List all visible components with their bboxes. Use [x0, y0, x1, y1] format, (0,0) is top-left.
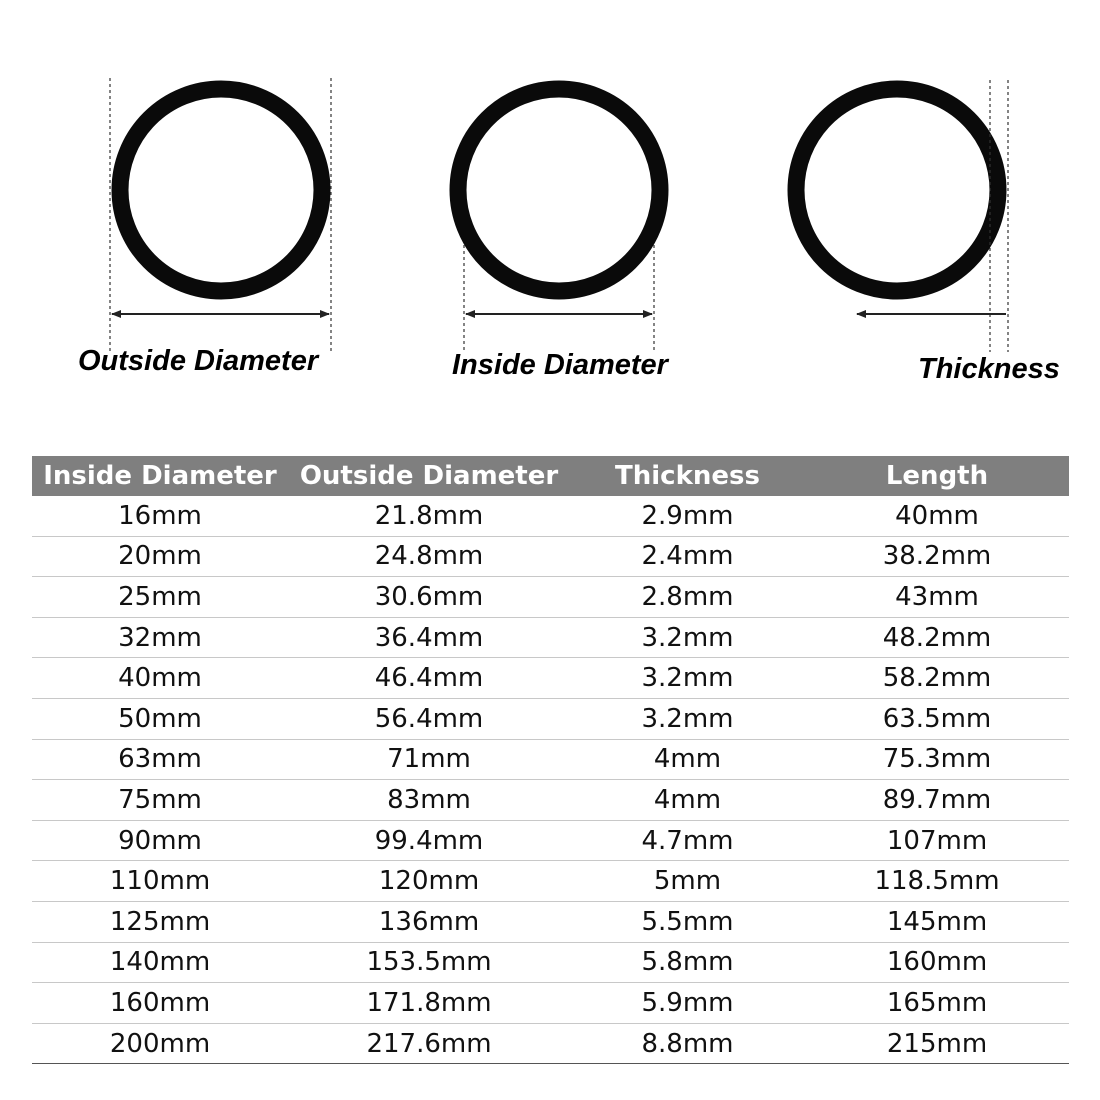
table-row: [32, 942, 1069, 983]
inside-diameter-cell: 25mm: [32, 577, 288, 618]
inside-diameter-cell: 40mm: [32, 658, 288, 699]
outside-diameter-cell: 24.8mm: [288, 536, 570, 577]
ring-thickness: [796, 89, 998, 291]
outside-diameter-cell: 153.5mm: [288, 942, 570, 983]
inside-diameter-cell: 16mm: [32, 496, 288, 536]
table-row: [32, 983, 1069, 1024]
caption-thickness: Thickness: [918, 353, 1060, 385]
thickness-cell: 2.8mm: [570, 577, 805, 618]
thickness-cell: 5.8mm: [570, 942, 805, 983]
table-row: [32, 536, 1069, 577]
table-row: [32, 820, 1069, 861]
thickness-cell: 4mm: [570, 739, 805, 780]
length-cell: 160mm: [805, 942, 1069, 983]
header-inside-diameter: Inside Diameter: [32, 456, 288, 496]
table-row: [32, 780, 1069, 821]
header-thickness: Thickness: [570, 456, 805, 496]
thickness-cell: 2.9mm: [570, 496, 805, 536]
header-outside-diameter: Outside Diameter: [288, 456, 570, 496]
header-length: Length: [805, 456, 1069, 496]
thickness-cell: 8.8mm: [570, 1023, 805, 1064]
inside-diameter-cell: 20mm: [32, 536, 288, 577]
outside-diameter-cell: 136mm: [288, 901, 570, 942]
ring-inside: [458, 89, 660, 291]
table-row: [32, 1023, 1069, 1064]
inside-diameter-cell: 63mm: [32, 739, 288, 780]
table-row: [32, 577, 1069, 618]
length-cell: 48.2mm: [805, 617, 1069, 658]
length-cell: 75.3mm: [805, 739, 1069, 780]
length-cell: 89.7mm: [805, 780, 1069, 821]
table-row: [32, 617, 1069, 658]
table-row: [32, 861, 1069, 902]
thickness-cell: 4.7mm: [570, 820, 805, 861]
thickness-cell: 5mm: [570, 861, 805, 902]
length-cell: 63.5mm: [805, 698, 1069, 739]
caption-outside-diameter: Outside Diameter: [78, 345, 319, 377]
inside-diameter-cell: 50mm: [32, 698, 288, 739]
thickness-cell: 3.2mm: [570, 658, 805, 699]
thickness-cell: 5.9mm: [570, 983, 805, 1024]
thickness-cell: 2.4mm: [570, 536, 805, 577]
ring-outside: [120, 89, 322, 291]
inside-diameter-cell: 32mm: [32, 617, 288, 658]
outside-diameter-cell: 171.8mm: [288, 983, 570, 1024]
outside-diameter-cell: 83mm: [288, 780, 570, 821]
length-cell: 215mm: [805, 1023, 1069, 1064]
inside-diameter-cell: 140mm: [32, 942, 288, 983]
table-row: [32, 901, 1069, 942]
length-cell: 43mm: [805, 577, 1069, 618]
table-row: [32, 739, 1069, 780]
outside-diameter-diagram: [110, 78, 331, 352]
outside-diameter-cell: 21.8mm: [288, 496, 570, 536]
outside-diameter-cell: 99.4mm: [288, 820, 570, 861]
caption-inside-diameter: Inside Diameter: [452, 349, 668, 381]
outside-diameter-cell: 56.4mm: [288, 698, 570, 739]
length-cell: 38.2mm: [805, 536, 1069, 577]
size-spec-table: [32, 456, 1069, 1064]
inside-diameter-cell: 125mm: [32, 901, 288, 942]
outside-diameter-cell: 71mm: [288, 739, 570, 780]
thickness-diagram: [796, 80, 1008, 352]
length-cell: 118.5mm: [805, 861, 1069, 902]
dimension-diagrams: [0, 0, 1100, 420]
thickness-cell: 5.5mm: [570, 901, 805, 942]
inside-diameter-cell: 160mm: [32, 983, 288, 1024]
table-row: [32, 698, 1069, 739]
length-cell: 40mm: [805, 496, 1069, 536]
inside-diameter-cell: 200mm: [32, 1023, 288, 1064]
table-row: [32, 658, 1069, 699]
outside-diameter-cell: 217.6mm: [288, 1023, 570, 1064]
table-row: [32, 496, 1069, 536]
length-cell: 165mm: [805, 983, 1069, 1024]
thickness-cell: 3.2mm: [570, 698, 805, 739]
table-body: [32, 496, 1069, 1064]
length-cell: 145mm: [805, 901, 1069, 942]
outside-diameter-cell: 30.6mm: [288, 577, 570, 618]
length-cell: 107mm: [805, 820, 1069, 861]
outside-diameter-cell: 36.4mm: [288, 617, 570, 658]
inside-diameter-cell: 90mm: [32, 820, 288, 861]
inside-diameter-diagram: [458, 89, 660, 352]
length-cell: 58.2mm: [805, 658, 1069, 699]
outside-diameter-cell: 46.4mm: [288, 658, 570, 699]
table-header-row: [32, 456, 1069, 496]
outside-diameter-cell: 120mm: [288, 861, 570, 902]
inside-diameter-cell: 110mm: [32, 861, 288, 902]
thickness-cell: 4mm: [570, 780, 805, 821]
thickness-cell: 3.2mm: [570, 617, 805, 658]
inside-diameter-cell: 75mm: [32, 780, 288, 821]
